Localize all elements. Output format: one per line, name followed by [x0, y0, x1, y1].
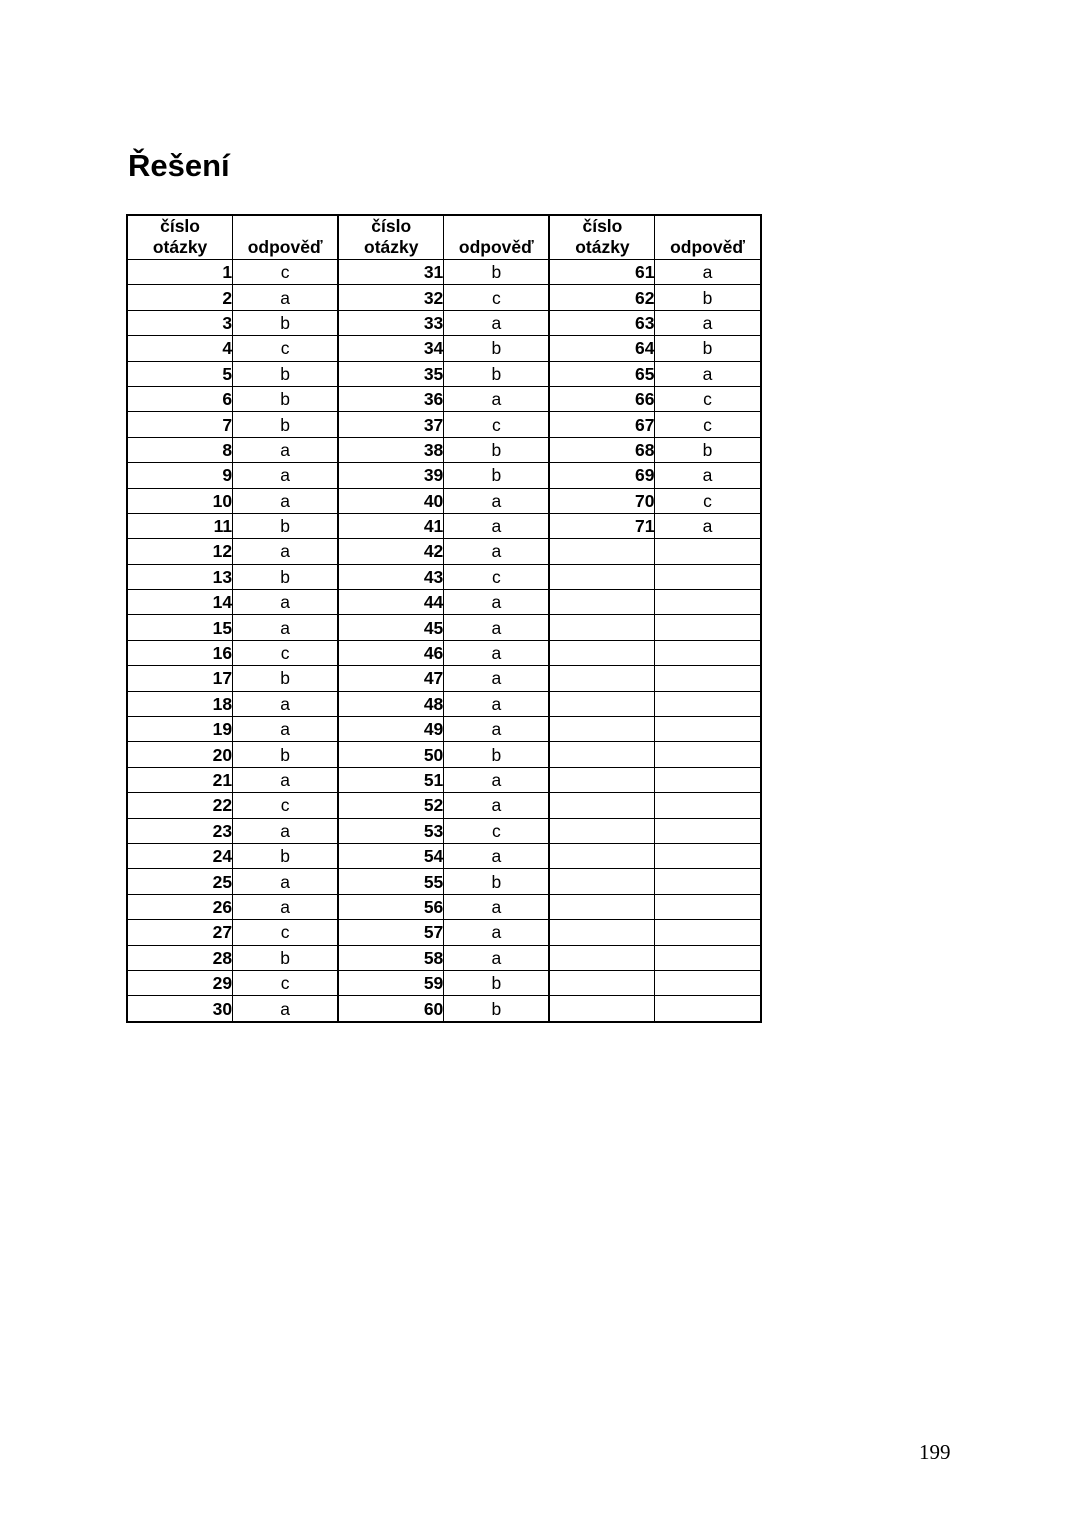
question-number-cell: 24 — [127, 843, 233, 868]
table-row — [127, 742, 761, 767]
answer-cell — [655, 666, 761, 691]
question-number-cell — [549, 920, 655, 945]
question-number-cell — [549, 742, 655, 767]
question-number-cell: 37 — [338, 412, 444, 437]
answer-cell: a — [444, 767, 550, 792]
question-number-cell: 43 — [338, 564, 444, 589]
question-number-cell: 6 — [127, 386, 233, 411]
answer-cell: c — [444, 564, 550, 589]
table-row — [127, 996, 761, 1022]
answer-cell: a — [444, 945, 550, 970]
question-number-cell: 45 — [338, 615, 444, 640]
question-number-cell: 25 — [127, 869, 233, 894]
question-number-cell: 30 — [127, 996, 233, 1022]
answer-cell — [655, 894, 761, 919]
answer-cell — [655, 945, 761, 970]
table-row — [127, 590, 761, 615]
answer-cell: a — [655, 463, 761, 488]
answer-cell — [655, 717, 761, 742]
answer-cell: c — [233, 260, 339, 285]
question-number-cell: 48 — [338, 691, 444, 716]
question-number-cell: 38 — [338, 437, 444, 462]
question-number-cell: 67 — [549, 412, 655, 437]
answer-cell — [655, 818, 761, 843]
question-number-cell — [549, 767, 655, 792]
answer-cell: b — [655, 336, 761, 361]
table-row — [127, 564, 761, 589]
answer-cell: b — [233, 742, 339, 767]
question-number-cell: 55 — [338, 869, 444, 894]
question-number-cell — [549, 615, 655, 640]
table-header-row — [127, 215, 761, 260]
question-number-cell: 7 — [127, 412, 233, 437]
answer-rows — [127, 260, 761, 1022]
answer-cell: b — [655, 285, 761, 310]
answer-cell: a — [233, 996, 339, 1022]
header-line: otázky — [364, 237, 419, 257]
question-number-cell: 40 — [338, 488, 444, 513]
page-number: 199 — [919, 1440, 951, 1464]
answer-key-table — [126, 214, 762, 1023]
answer-cell: b — [233, 843, 339, 868]
question-number-cell: 31 — [338, 260, 444, 285]
answer-cell — [655, 539, 761, 564]
answer-cell — [655, 615, 761, 640]
question-number-cell: 14 — [127, 590, 233, 615]
question-number-cell: 10 — [127, 488, 233, 513]
question-number-cell: 4 — [127, 336, 233, 361]
table-row — [127, 285, 761, 310]
question-number-cell: 62 — [549, 285, 655, 310]
answer-cell: a — [444, 640, 550, 665]
answer-cell: a — [655, 361, 761, 386]
question-number-cell: 23 — [127, 818, 233, 843]
question-number-cell: 9 — [127, 463, 233, 488]
table-row — [127, 843, 761, 868]
table-row — [127, 945, 761, 970]
answer-cell: a — [444, 310, 550, 335]
answer-cell: a — [233, 463, 339, 488]
question-number-cell: 70 — [549, 488, 655, 513]
question-number-cell: 35 — [338, 361, 444, 386]
answer-cell: b — [444, 336, 550, 361]
answer-cell: a — [655, 260, 761, 285]
question-number-cell: 47 — [338, 666, 444, 691]
question-number-cell: 34 — [338, 336, 444, 361]
answer-cell: a — [444, 539, 550, 564]
question-number-cell: 20 — [127, 742, 233, 767]
answer-cell: a — [444, 590, 550, 615]
answer-cell: b — [444, 260, 550, 285]
answer-cell: a — [444, 843, 550, 868]
question-number-cell: 60 — [338, 996, 444, 1022]
answer-cell: b — [233, 412, 339, 437]
answer-cell: b — [444, 996, 550, 1022]
question-number-cell — [549, 818, 655, 843]
question-number-cell — [549, 793, 655, 818]
answer-cell: a — [444, 386, 550, 411]
question-number-cell: 19 — [127, 717, 233, 742]
question-number-cell: 2 — [127, 285, 233, 310]
answer-cell: a — [444, 666, 550, 691]
question-number-cell: 36 — [338, 386, 444, 411]
table-row — [127, 793, 761, 818]
question-number-cell — [549, 640, 655, 665]
question-number-cell: 64 — [549, 336, 655, 361]
table-row — [127, 818, 761, 843]
question-number-cell: 65 — [549, 361, 655, 386]
answer-cell: a — [233, 539, 339, 564]
table-row — [127, 336, 761, 361]
answer-cell: a — [444, 615, 550, 640]
answer-cell: a — [233, 615, 339, 640]
answer-cell — [655, 996, 761, 1022]
question-number-cell: 53 — [338, 818, 444, 843]
table-row — [127, 894, 761, 919]
table-row — [127, 361, 761, 386]
answer-cell: a — [444, 894, 550, 919]
question-number-cell: 59 — [338, 970, 444, 995]
table-row — [127, 666, 761, 691]
question-number-cell: 28 — [127, 945, 233, 970]
question-number-cell: 50 — [338, 742, 444, 767]
column-header-question-number — [127, 215, 233, 260]
answer-cell: a — [233, 894, 339, 919]
table-row — [127, 717, 761, 742]
question-number-cell: 51 — [338, 767, 444, 792]
answer-cell — [655, 970, 761, 995]
answer-cell: c — [233, 793, 339, 818]
question-number-cell — [549, 691, 655, 716]
question-number-cell: 44 — [338, 590, 444, 615]
answer-cell: a — [233, 488, 339, 513]
question-number-cell: 1 — [127, 260, 233, 285]
table-row — [127, 615, 761, 640]
answer-cell: b — [444, 742, 550, 767]
answer-cell: b — [444, 970, 550, 995]
question-number-cell — [549, 666, 655, 691]
answer-cell: b — [444, 463, 550, 488]
answer-cell: b — [233, 361, 339, 386]
answer-cell: b — [444, 869, 550, 894]
question-number-cell — [549, 894, 655, 919]
answer-cell: c — [655, 386, 761, 411]
question-number-cell: 39 — [338, 463, 444, 488]
answer-cell — [655, 920, 761, 945]
answer-cell: a — [444, 717, 550, 742]
answer-cell: a — [233, 285, 339, 310]
answer-cell: b — [233, 386, 339, 411]
question-number-cell: 61 — [549, 260, 655, 285]
question-number-cell: 41 — [338, 513, 444, 538]
answer-cell: b — [233, 945, 339, 970]
answer-cell: c — [233, 920, 339, 945]
question-number-cell: 46 — [338, 640, 444, 665]
question-number-cell: 66 — [549, 386, 655, 411]
answer-cell: a — [655, 310, 761, 335]
answer-cell: a — [444, 488, 550, 513]
question-number-cell — [549, 717, 655, 742]
table-row — [127, 640, 761, 665]
answer-cell: a — [233, 717, 339, 742]
question-number-cell — [549, 996, 655, 1022]
header-line: číslo — [160, 216, 200, 236]
answer-cell — [655, 564, 761, 589]
question-number-cell: 27 — [127, 920, 233, 945]
question-number-cell: 69 — [549, 463, 655, 488]
answer-cell — [655, 590, 761, 615]
column-header-question-number — [338, 215, 444, 260]
answer-cell: c — [233, 970, 339, 995]
question-number-cell: 3 — [127, 310, 233, 335]
question-number-cell: 32 — [338, 285, 444, 310]
table-row — [127, 767, 761, 792]
header-line: otázky — [152, 237, 208, 257]
column-header-answer: odpověď — [655, 215, 761, 260]
question-number-cell: 57 — [338, 920, 444, 945]
answer-cell: a — [233, 767, 339, 792]
column-header-question-number — [549, 215, 655, 260]
question-number-cell: 71 — [549, 513, 655, 538]
question-number-cell: 63 — [549, 310, 655, 335]
question-number-cell: 33 — [338, 310, 444, 335]
header-line: číslo — [582, 216, 623, 236]
answer-cell: b — [444, 437, 550, 462]
question-number-cell: 11 — [127, 513, 233, 538]
table-row — [127, 539, 761, 564]
question-number-cell: 5 — [127, 361, 233, 386]
question-number-cell: 29 — [127, 970, 233, 995]
table-row — [127, 386, 761, 411]
table-row — [127, 513, 761, 538]
question-number-cell — [549, 945, 655, 970]
table-row — [127, 488, 761, 513]
answer-cell: a — [233, 590, 339, 615]
answer-cell: b — [444, 361, 550, 386]
table-row — [127, 691, 761, 716]
page-title: Řešení — [128, 148, 230, 183]
question-number-cell: 18 — [127, 691, 233, 716]
answer-cell: a — [444, 513, 550, 538]
question-number-cell — [549, 970, 655, 995]
column-header-answer: odpověď — [444, 215, 550, 260]
question-number-cell: 42 — [338, 539, 444, 564]
answer-cell: a — [444, 793, 550, 818]
table-row — [127, 970, 761, 995]
column-header-answer: odpověď — [233, 215, 339, 260]
answer-cell: b — [233, 666, 339, 691]
table-row — [127, 437, 761, 462]
question-number-cell: 13 — [127, 564, 233, 589]
question-number-cell: 54 — [338, 843, 444, 868]
question-number-cell: 8 — [127, 437, 233, 462]
question-number-cell — [549, 539, 655, 564]
header-line: číslo — [371, 216, 412, 236]
question-number-cell: 56 — [338, 894, 444, 919]
answer-cell: c — [444, 285, 550, 310]
answer-cell: c — [233, 336, 339, 361]
table-row — [127, 260, 761, 285]
question-number-cell: 16 — [127, 640, 233, 665]
answer-cell — [655, 843, 761, 868]
answer-cell: b — [233, 310, 339, 335]
table-row — [127, 412, 761, 437]
answer-cell: a — [655, 513, 761, 538]
answer-cell — [655, 793, 761, 818]
question-number-cell: 17 — [127, 666, 233, 691]
question-number-cell: 52 — [338, 793, 444, 818]
table-row — [127, 920, 761, 945]
question-number-cell: 21 — [127, 767, 233, 792]
answer-cell: a — [233, 818, 339, 843]
answer-cell: a — [444, 691, 550, 716]
answer-cell — [655, 742, 761, 767]
question-number-cell — [549, 869, 655, 894]
table-row — [127, 310, 761, 335]
question-number-cell — [549, 590, 655, 615]
question-number-cell — [549, 843, 655, 868]
answer-cell: c — [233, 640, 339, 665]
question-number-cell: 15 — [127, 615, 233, 640]
answer-cell — [655, 691, 761, 716]
answer-cell: c — [655, 488, 761, 513]
header-line: otázky — [575, 237, 630, 257]
table-row — [127, 463, 761, 488]
question-number-cell: 26 — [127, 894, 233, 919]
answer-cell: a — [233, 691, 339, 716]
answer-cell: a — [233, 437, 339, 462]
answer-cell — [655, 869, 761, 894]
answer-cell: b — [655, 437, 761, 462]
answer-cell: c — [655, 412, 761, 437]
answer-cell — [655, 640, 761, 665]
question-number-cell — [549, 564, 655, 589]
table-row — [127, 869, 761, 894]
question-number-cell: 58 — [338, 945, 444, 970]
answer-cell: a — [444, 920, 550, 945]
answer-cell: b — [233, 513, 339, 538]
question-number-cell: 68 — [549, 437, 655, 462]
question-number-cell: 22 — [127, 793, 233, 818]
answer-cell — [655, 767, 761, 792]
answer-cell: a — [233, 869, 339, 894]
answer-cell: b — [233, 564, 339, 589]
question-number-cell: 49 — [338, 717, 444, 742]
answer-cell: c — [444, 412, 550, 437]
answer-cell: c — [444, 818, 550, 843]
question-number-cell: 12 — [127, 539, 233, 564]
